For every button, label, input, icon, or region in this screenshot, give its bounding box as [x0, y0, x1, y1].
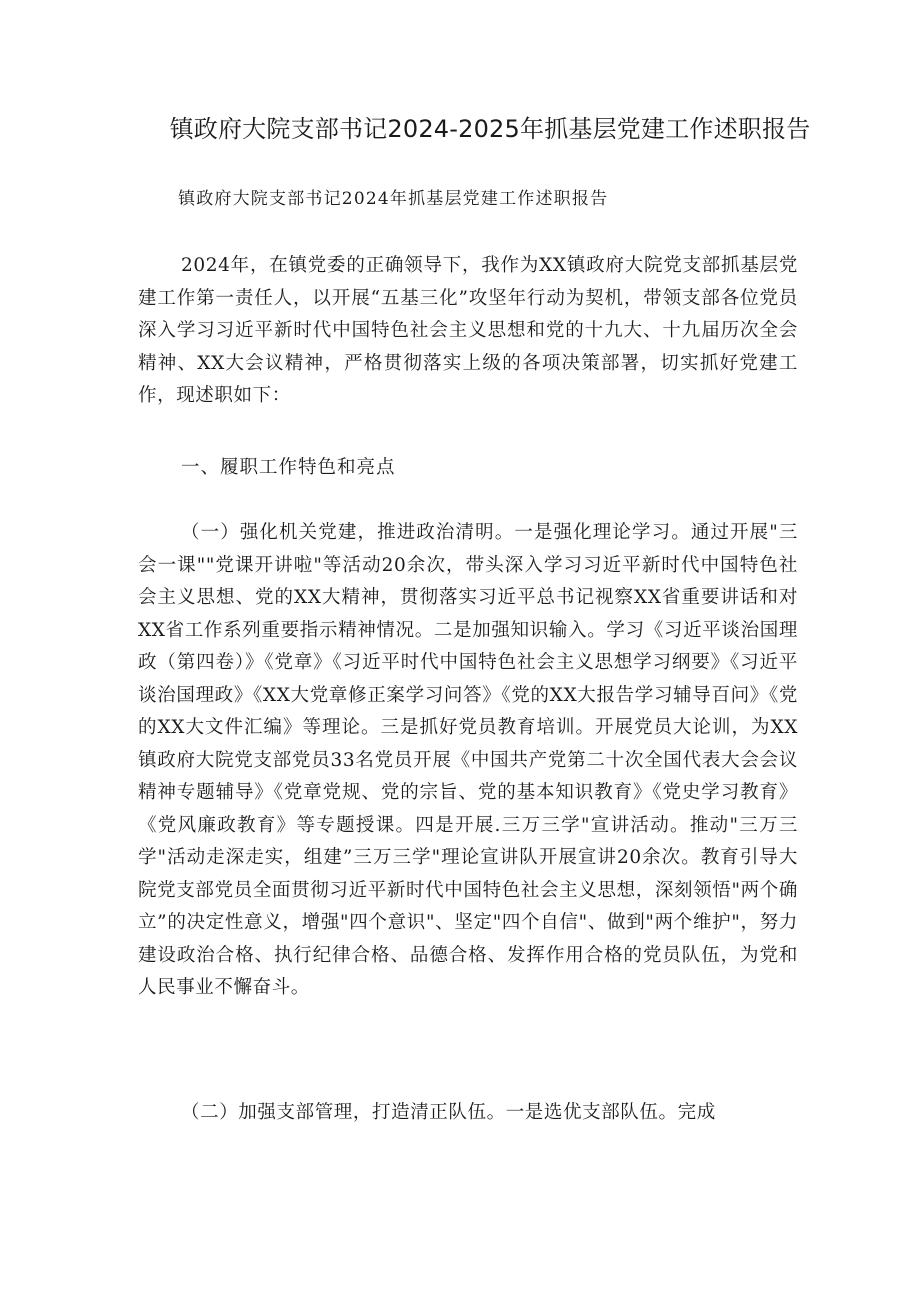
document-subtitle: 镇政府大院支部书记2024年抓基层党建工作述职报告: [178, 189, 609, 209]
body-paragraph: （一）强化机关党建，推进政治清明。一是强化理论学习。通过开展"三会一课""党课开讲啦"等活动20余次，带头深入学习习近平新时代中国特色社会主义思想、党的XX大精神，贯彻落实习近平总书记视察XX省重要讲话和对XX省工作系列重要指示精神情况。二是加强知识输入。学习《习近平谈治国理政（第四卷）》《党章》《习近平时代中国特色社会主义思想学习纲要》《习近平谈治国理政》《XX大党章修正案学习问答》《党的XX大报告学习辅导百问》《党的XX大文件汇编》等理论。三是抓好党员教育培训。开展党员大论训，为XX镇政府大院党支部党员33名党员开展《中国共产党第二十次全国代表大会会议精神专题辅导》《党章党规、党的宗旨、党的基本知识教育》《党史学习教育》《党风廉政教育》等专题授课。四是开展.三万三学"宣讲活动。推动"三万三学"活动走深走实，组建”三万三学"理论宣讲队开展宣讲20余次。教育引导大院党支部党员全面贯彻习近平新时代中国特色社会主义思想，深刻领悟"两个确立”的决定性意义，增强"四个意识"、坚定"四个自信"、做到"两个维护"，努力建设政治合格、执行纪律合格、品德合格、发挥作用合格的党员队伍，为党和人民事业不懈奋斗。: [138, 522, 798, 998]
document-title: 镇政府大院支部书记2024-2025年抓基层党建工作述职报告: [169, 115, 811, 143]
section-heading: 一、履职工作特色和亮点: [181, 457, 396, 478]
intro-paragraph: 2024年，在镇党委的正确领导下，我作为XX镇政府大院党支部抓基层党建工作第一责任人，以开展“五基三化”攻坚年行动为契机，带领支部各位党员深入学习习近平新时代中国特色社会主义思想和党的十九大、十九届历次全会精神、XX大会议精神，严格贯彻落实上级的各项决策部署，切实抓好党建工作，现述职如下：: [138, 255, 798, 406]
body-paragraph: （二）加强支部管理，打造清正队伍。一是选优支部队伍。完成: [181, 1102, 716, 1123]
